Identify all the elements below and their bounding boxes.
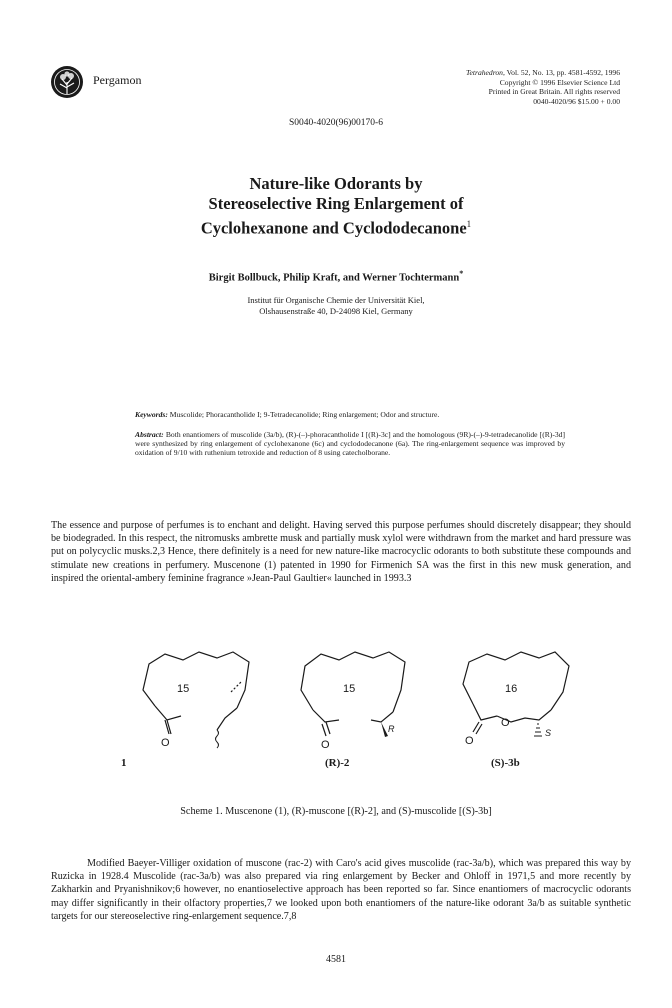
journal-info	[360, 68, 620, 106]
muscolide-ring	[463, 652, 569, 710]
affiliation	[0, 295, 672, 316]
title-line-3: Cyclohexanone and Cyclododecanone$^1$	[200, 218, 472, 238]
issn-line: 0040-4020/96 $15.00 + 0.00	[533, 96, 620, 106]
journal-name: Tetrahedron	[465, 68, 503, 77]
compound-label-2: (R)-2	[325, 757, 350, 769]
wedge-bond	[381, 722, 388, 737]
keywords-label: Keywords:	[135, 410, 168, 419]
body-paragraph: Modified Baeyer-Villiger oxidation of muscone (rac-2) with Caro's acid gives muscolide (rac-3a/b), which was prepared this way by Ruzicka in 1928.4 Muscolide (rac-3a/b) was also prepared via ring enlargement by Becker and Ohloff in 1971,5 and more recently by Zakharkin and Pryanishnikov;6 however, no enantioselective approach has been reported so far. Since enantiomers of macrocyclic odorants may differ significantly in their olfactory properties,7 we looked upon both enantiomers of the nature-like odorant 3a/b as suitable synthetic targets for our stereoselective ring-enlargement sequence.7,8	[51, 858, 631, 922]
title-line-1: Nature-like Odorants by	[249, 174, 423, 193]
ring-size-3: 16	[505, 683, 518, 695]
corresponding-author-mark: *	[459, 269, 464, 278]
title-line-2: Stereoselective Ring Enlargement of	[208, 194, 464, 213]
keywords	[135, 410, 555, 419]
journal-details: , Vol. 52, No. 13, pp. 4581-4592, 1996	[502, 68, 620, 77]
abstract-text: Both enantiomers of muscolide (3a/b), (R)-(–)-phoracantholide I [(R)-3c] and the homologous (9R)-(–)-9-tetradecanolide [(R)-3d] were synthesized by ring enlargement of cyclohexanone (6c) and cyclododecanone (6a). The ring-enlargement sequence was improved by oxidation of 9/10 with ruthenium tetroxide and reduction of 8 using catecholborane.	[135, 430, 565, 458]
muscenone-ring	[143, 652, 249, 708]
page-number: 4581	[326, 954, 346, 965]
elsevier-tree-logo-icon	[50, 65, 84, 99]
oxygen-1: O	[161, 737, 170, 749]
journal-citation	[360, 68, 620, 78]
publisher-name: Pergamon	[93, 73, 142, 87]
copyright-line: Copyright © 1996 Elsevier Science Ltd	[499, 77, 620, 87]
muscone-ring	[301, 652, 405, 712]
scheme-caption: Scheme 1. Muscenone (1), (R)-muscone [(R)-2], and (S)-muscolide [(S)-3b]	[180, 806, 492, 817]
keywords-text: Muscolide; Phoracantholide I; 9-Tetradecanolide; Ring enlargement; Odor and structure.	[167, 410, 440, 419]
ring-size-1: 15	[177, 683, 190, 695]
printed-line: Printed in Great Britain. All rights reserved	[488, 87, 620, 97]
oxygen-3-ring: O	[501, 717, 510, 729]
ring-size-2: 15	[343, 683, 356, 695]
doi-line: S0040-4020(96)00170-6	[289, 118, 383, 128]
compound-label-1: 1	[121, 757, 127, 769]
scheme-1-structures	[121, 640, 565, 790]
affiliation-line-1: Institut für Organische Chemie der Universität Kiel,	[247, 295, 425, 305]
r-label: R	[388, 724, 395, 734]
s-label: S	[545, 728, 552, 738]
oxygen-3-carbonyl: O	[465, 735, 474, 747]
compound-label-3: (S)-3b	[491, 757, 520, 769]
oxygen-2: O	[321, 739, 330, 751]
affiliation-line-2: Olshausenstraße 40, D-24098 Kiel, Germany	[259, 305, 413, 316]
intro-paragraph: The essence and purpose of perfumes is to enchant and delight. Having served this purpose perfumes should discretely disappear; they should be biodegraded. In this respect, the nitromusks ambrette musk and partially musk xylol were withdrawn from the market and hard pressure was put on polycyclic musks.2,3 Hence, there definitely is a need for new nature-like macrocyclic odorants to both substitute these compounds and stimulate new creations in perfumery. Muscenone (1) patented in 1990 for Firmenich SA was the first in this new musk generation, and inspired the oriental-ambery feminine fragrance »Jean-Paul Gaultier« launched in 1993.3	[51, 520, 631, 584]
title-footnote-mark: 1	[466, 219, 472, 229]
abstract	[135, 430, 565, 458]
abstract-label: Abstract:	[135, 430, 164, 439]
author-list: Birgit Bollbuck, Philip Kraft, and Werner Tochtermann*	[208, 269, 464, 284]
paper-title	[0, 174, 672, 239]
